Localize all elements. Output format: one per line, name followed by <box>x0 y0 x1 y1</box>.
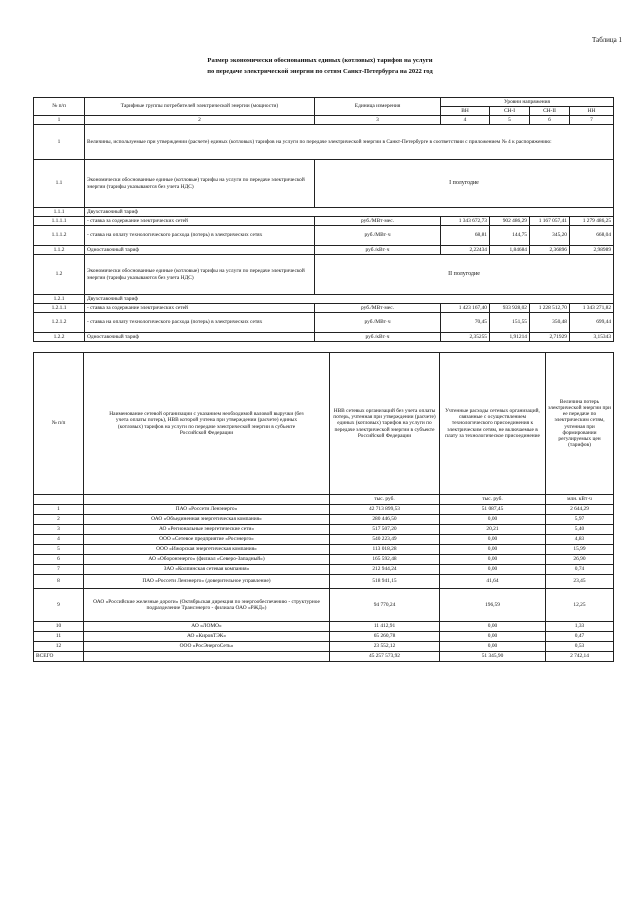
losses-value: 0,47 <box>546 632 614 642</box>
total-nvv: 45 257 573,92 <box>330 652 440 662</box>
nvv-value: 517 507,20 <box>330 525 440 535</box>
table-row <box>34 622 614 632</box>
value-sn2: 2,36896 <box>530 246 570 255</box>
table-row <box>34 217 614 226</box>
row-number: 9 <box>34 589 84 622</box>
header-unit: Единица измерения <box>315 98 441 116</box>
value-sn2: 1 228 512,70 <box>530 304 570 313</box>
losses-value: 15,99 <box>546 545 614 555</box>
row-text: Величины, используемые при утверждении (расчете) единых (котловых) тарифов на услуги по передаче электрической энергии в Санкт-Петербурге в соответствии с приложением № 4 к распоряжению: <box>85 125 614 160</box>
org-name: ПАО «Россети Ленэнерго» (доверительное управление) <box>84 575 330 589</box>
losses-value: 12,25 <box>546 589 614 622</box>
row-text: Экономически обоснованные единые (котловые) тарифы на услуги по передаче электрической энергии (тарифы указываются без учета НДС) <box>85 255 315 295</box>
nvv-value: 94 770,24 <box>330 589 440 622</box>
header-tariff-groups: Тарифные группы потребителей электрической энергии (мощности) <box>85 98 315 116</box>
value-sn2: 345,20 <box>530 226 570 246</box>
value-sn1: 933 928,02 <box>490 304 530 313</box>
value-sn1: 902 486,29 <box>490 217 530 226</box>
total-row <box>34 652 614 662</box>
period-label: II полугодие <box>315 255 614 295</box>
column-number: 1 <box>34 116 85 125</box>
period-label: I полугодие <box>315 160 614 208</box>
row-text: - ставка за содержание электрических сетей <box>85 304 315 313</box>
table-row <box>34 255 614 295</box>
tariff-table <box>33 97 614 342</box>
nvv-value: 280 446,50 <box>330 515 440 525</box>
nvv-value: 165 592,48 <box>330 555 440 565</box>
table-number: Таблица 1 <box>592 36 622 44</box>
nvv-value: 540 223,49 <box>330 535 440 545</box>
value-sn2: 1 167 057,41 <box>530 217 570 226</box>
table-row <box>34 515 614 525</box>
column-number: 3 <box>315 116 441 125</box>
org-name: ОАО «Объединенная энергетическая компания» <box>84 515 330 525</box>
value-sn1: 1,84684 <box>490 246 530 255</box>
value-vn: 1 343 672,73 <box>441 217 490 226</box>
document-title-line-1: Размер экономически обоснованных единых (котловых) тарифов на услуги <box>207 57 433 64</box>
table-row <box>34 333 614 342</box>
org-name: ОАО «Российские железные дороги» (Октябрьская дирекция по энергообеспечению - структурное подразделение Трансэнерго - филиала ОАО «РЖД») <box>84 589 330 622</box>
org-name: ООО «Сетевое предприятие «Росэнерго» <box>84 535 330 545</box>
org-name: АО «КировТЭК» <box>84 632 330 642</box>
expenses-value: 0,00 <box>440 555 546 565</box>
org-name: АО «Оборонэнерго» (филиал «Северо-Западный») <box>84 555 330 565</box>
losses-value: 26,90 <box>546 555 614 565</box>
row-number: 1 <box>34 125 85 160</box>
row-number: 11 <box>34 632 84 642</box>
losses-value: 0,74 <box>546 565 614 575</box>
row-number: 7 <box>34 565 84 575</box>
value-nn: 3,15343 <box>570 333 614 342</box>
table-row <box>34 565 614 575</box>
table-row <box>34 304 614 313</box>
header-nvv: НВВ сетевых организаций без учета оплаты потерь, учтенная при утверждении (расчете) единых (котловых) тарифов на услуги по передаче электрической энергии в субъекте Российской Федерации <box>330 353 440 495</box>
value-sn2: 2,71929 <box>530 333 570 342</box>
row-number: 6 <box>34 555 84 565</box>
expenses-value: 0,00 <box>440 535 546 545</box>
column-number: 4 <box>441 116 490 125</box>
losses-value: 5,97 <box>546 515 614 525</box>
nvv-value: 65 260,78 <box>330 632 440 642</box>
level-sn2: СН-II <box>530 107 570 116</box>
row-number: 8 <box>34 575 84 589</box>
column-number: 7 <box>570 116 614 125</box>
row-text: Двухставочный тариф <box>85 208 614 217</box>
org-name: АО «ЛОМО» <box>84 622 330 632</box>
header-num: № п/п <box>34 98 85 116</box>
row-number: 3 <box>34 525 84 535</box>
total-expenses: 51 345,90 <box>440 652 546 662</box>
row-text: - ставка на оплату технологического расхода (потерь) в электрических сетях <box>85 313 315 333</box>
level-sn1: СН-I <box>490 107 530 116</box>
expenses-value: 196,59 <box>440 589 546 622</box>
expenses-value: 20,21 <box>440 525 546 535</box>
expenses-value: 0,00 <box>440 632 546 642</box>
unit-expenses: тыс. руб. <box>440 495 546 505</box>
value-sn1: 151,55 <box>490 313 530 333</box>
value-vn: 1 423 167,40 <box>441 304 490 313</box>
row-number: 1.2 <box>34 255 85 295</box>
expenses-value: 0,00 <box>440 642 546 652</box>
row-text: Одноставочный тариф <box>85 333 315 342</box>
table-row <box>34 246 614 255</box>
row-number: 1.1.1.1 <box>34 217 85 226</box>
row-number: 1.2.1 <box>34 295 85 304</box>
expenses-value: 0,00 <box>440 545 546 555</box>
row-text: - ставка за содержание электрических сетей <box>85 217 315 226</box>
row-number: 1.2.2 <box>34 333 85 342</box>
row-number: 1.1.2 <box>34 246 85 255</box>
table-row <box>34 589 614 622</box>
row-unit: руб./кВт·ч <box>315 246 441 255</box>
value-vn: 2,35255 <box>441 333 490 342</box>
row-unit: руб./кВт·ч <box>315 333 441 342</box>
table-row <box>34 125 614 160</box>
value-sn1: 144,75 <box>490 226 530 246</box>
value-nn: 1 343 271,82 <box>570 304 614 313</box>
row-number: 1.1.1 <box>34 208 85 217</box>
unit-nvv: тыс. руб. <box>330 495 440 505</box>
total-label: ВСЕГО <box>34 652 84 662</box>
row-number: 1.1 <box>34 160 85 208</box>
row-unit: руб./МВт·ч <box>315 226 441 246</box>
nvv-value: 212 944,24 <box>330 565 440 575</box>
table-row <box>34 208 614 217</box>
unit-losses: млн. кВт·ч <box>546 495 614 505</box>
org-name: АО «Региональные энергетические сети» <box>84 525 330 535</box>
table-row <box>34 525 614 535</box>
table-row <box>34 535 614 545</box>
losses-value: 23,45 <box>546 575 614 589</box>
row-number: 4 <box>34 535 84 545</box>
expenses-value: 0,00 <box>440 565 546 575</box>
level-nn: НН <box>570 107 614 116</box>
nvv-value: 518 941,15 <box>330 575 440 589</box>
nvv-value: 113 018,28 <box>330 545 440 555</box>
row-number: 1.2.1.1 <box>34 304 85 313</box>
value-nn: 668,04 <box>570 226 614 246</box>
nvv-value: 42 713 899,53 <box>330 505 440 515</box>
value-vn: 68,81 <box>441 226 490 246</box>
value-nn: 1 279 486,25 <box>570 217 614 226</box>
value-sn1: 1,91214 <box>490 333 530 342</box>
row-number: 10 <box>34 622 84 632</box>
header-org-name: Наименование сетевой организации с указанием необходимой валовой выручки (без учета оплаты потерь), НВВ которой учтена при утверждении (расчете) единых (котловых) тарифов на услуги по передаче электрической энергии в субъекте Российской Федерации <box>84 353 330 495</box>
org-name: ЗАО «Колпинская сетевая компания» <box>84 565 330 575</box>
header-voltage-levels: Уровни напряжения <box>441 98 614 107</box>
level-vn: ВН <box>441 107 490 116</box>
header-tech-expenses: Учтенные расходы сетевых организаций, связанные с осуществлением технологического присоединения к электрическим сетям, не включаемые в плату за технологическое присоединение <box>440 353 546 495</box>
row-number: 1.1.1.2 <box>34 226 85 246</box>
losses-value: 4,83 <box>546 535 614 545</box>
org-name: ООО «Ижорская энергетическая компания» <box>84 545 330 555</box>
total-losses: 2 742,14 <box>546 652 614 662</box>
unit-empty <box>34 495 84 505</box>
row-text: Экономически обоснованные единые (котловые) тарифы на услуги по передаче электрической энергии (тарифы указываются без учета НДС) <box>85 160 315 208</box>
row-unit: руб./МВт·мес. <box>315 217 441 226</box>
unit-empty <box>84 495 330 505</box>
row-text: Одноставочный тариф <box>85 246 315 255</box>
header-losses: Величина потерь электрической энергии при ее передаче по электрическим сетям, учтенная при формировании регулируемых цен (тарифов) <box>546 353 614 495</box>
table-row <box>34 632 614 642</box>
row-number: 12 <box>34 642 84 652</box>
losses-value: 0,53 <box>546 642 614 652</box>
table-row <box>34 160 614 208</box>
value-vn: 70,45 <box>441 313 490 333</box>
row-unit: руб./МВт·мес. <box>315 304 441 313</box>
column-number: 2 <box>85 116 315 125</box>
value-sn2: 350,48 <box>530 313 570 333</box>
nvv-value: 11 412,91 <box>330 622 440 632</box>
network-organizations-table <box>33 352 614 662</box>
losses-value: 1,33 <box>546 622 614 632</box>
column-number: 5 <box>490 116 530 125</box>
expenses-value: 41,64 <box>440 575 546 589</box>
value-vn: 2,22434 <box>441 246 490 255</box>
table-row <box>34 545 614 555</box>
row-number: 5 <box>34 545 84 555</box>
org-name: ООО «РосЭнергоСеть» <box>84 642 330 652</box>
expenses-value: 0,00 <box>440 515 546 525</box>
row-number: 1.2.1.2 <box>34 313 85 333</box>
document-title-line-2: по передаче электрической энергии по сетям Санкт-Петербурга на 2022 год <box>207 68 433 75</box>
table-row <box>34 555 614 565</box>
table-row <box>34 505 614 515</box>
row-number: 2 <box>34 515 84 525</box>
table-row <box>34 642 614 652</box>
row-number: 1 <box>34 505 84 515</box>
expenses-value: 51 087,45 <box>440 505 546 515</box>
column-number: 6 <box>530 116 570 125</box>
nvv-value: 23 552,12 <box>330 642 440 652</box>
table-row <box>34 295 614 304</box>
table-row <box>34 575 614 589</box>
losses-value: 2 644,29 <box>546 505 614 515</box>
value-nn: 2,98989 <box>570 246 614 255</box>
losses-value: 5,40 <box>546 525 614 535</box>
table-row <box>34 226 614 246</box>
row-unit: руб./МВт·ч <box>315 313 441 333</box>
total-empty <box>84 652 330 662</box>
row-text: Двухставочный тариф <box>85 295 614 304</box>
expenses-value: 0,00 <box>440 622 546 632</box>
table-row <box>34 313 614 333</box>
value-nn: 699,44 <box>570 313 614 333</box>
org-name: ПАО «Россети Ленэнерго» <box>84 505 330 515</box>
row-text: - ставка на оплату технологического расхода (потерь) в электрических сетях <box>85 226 315 246</box>
header-num: № п/п <box>34 353 84 495</box>
